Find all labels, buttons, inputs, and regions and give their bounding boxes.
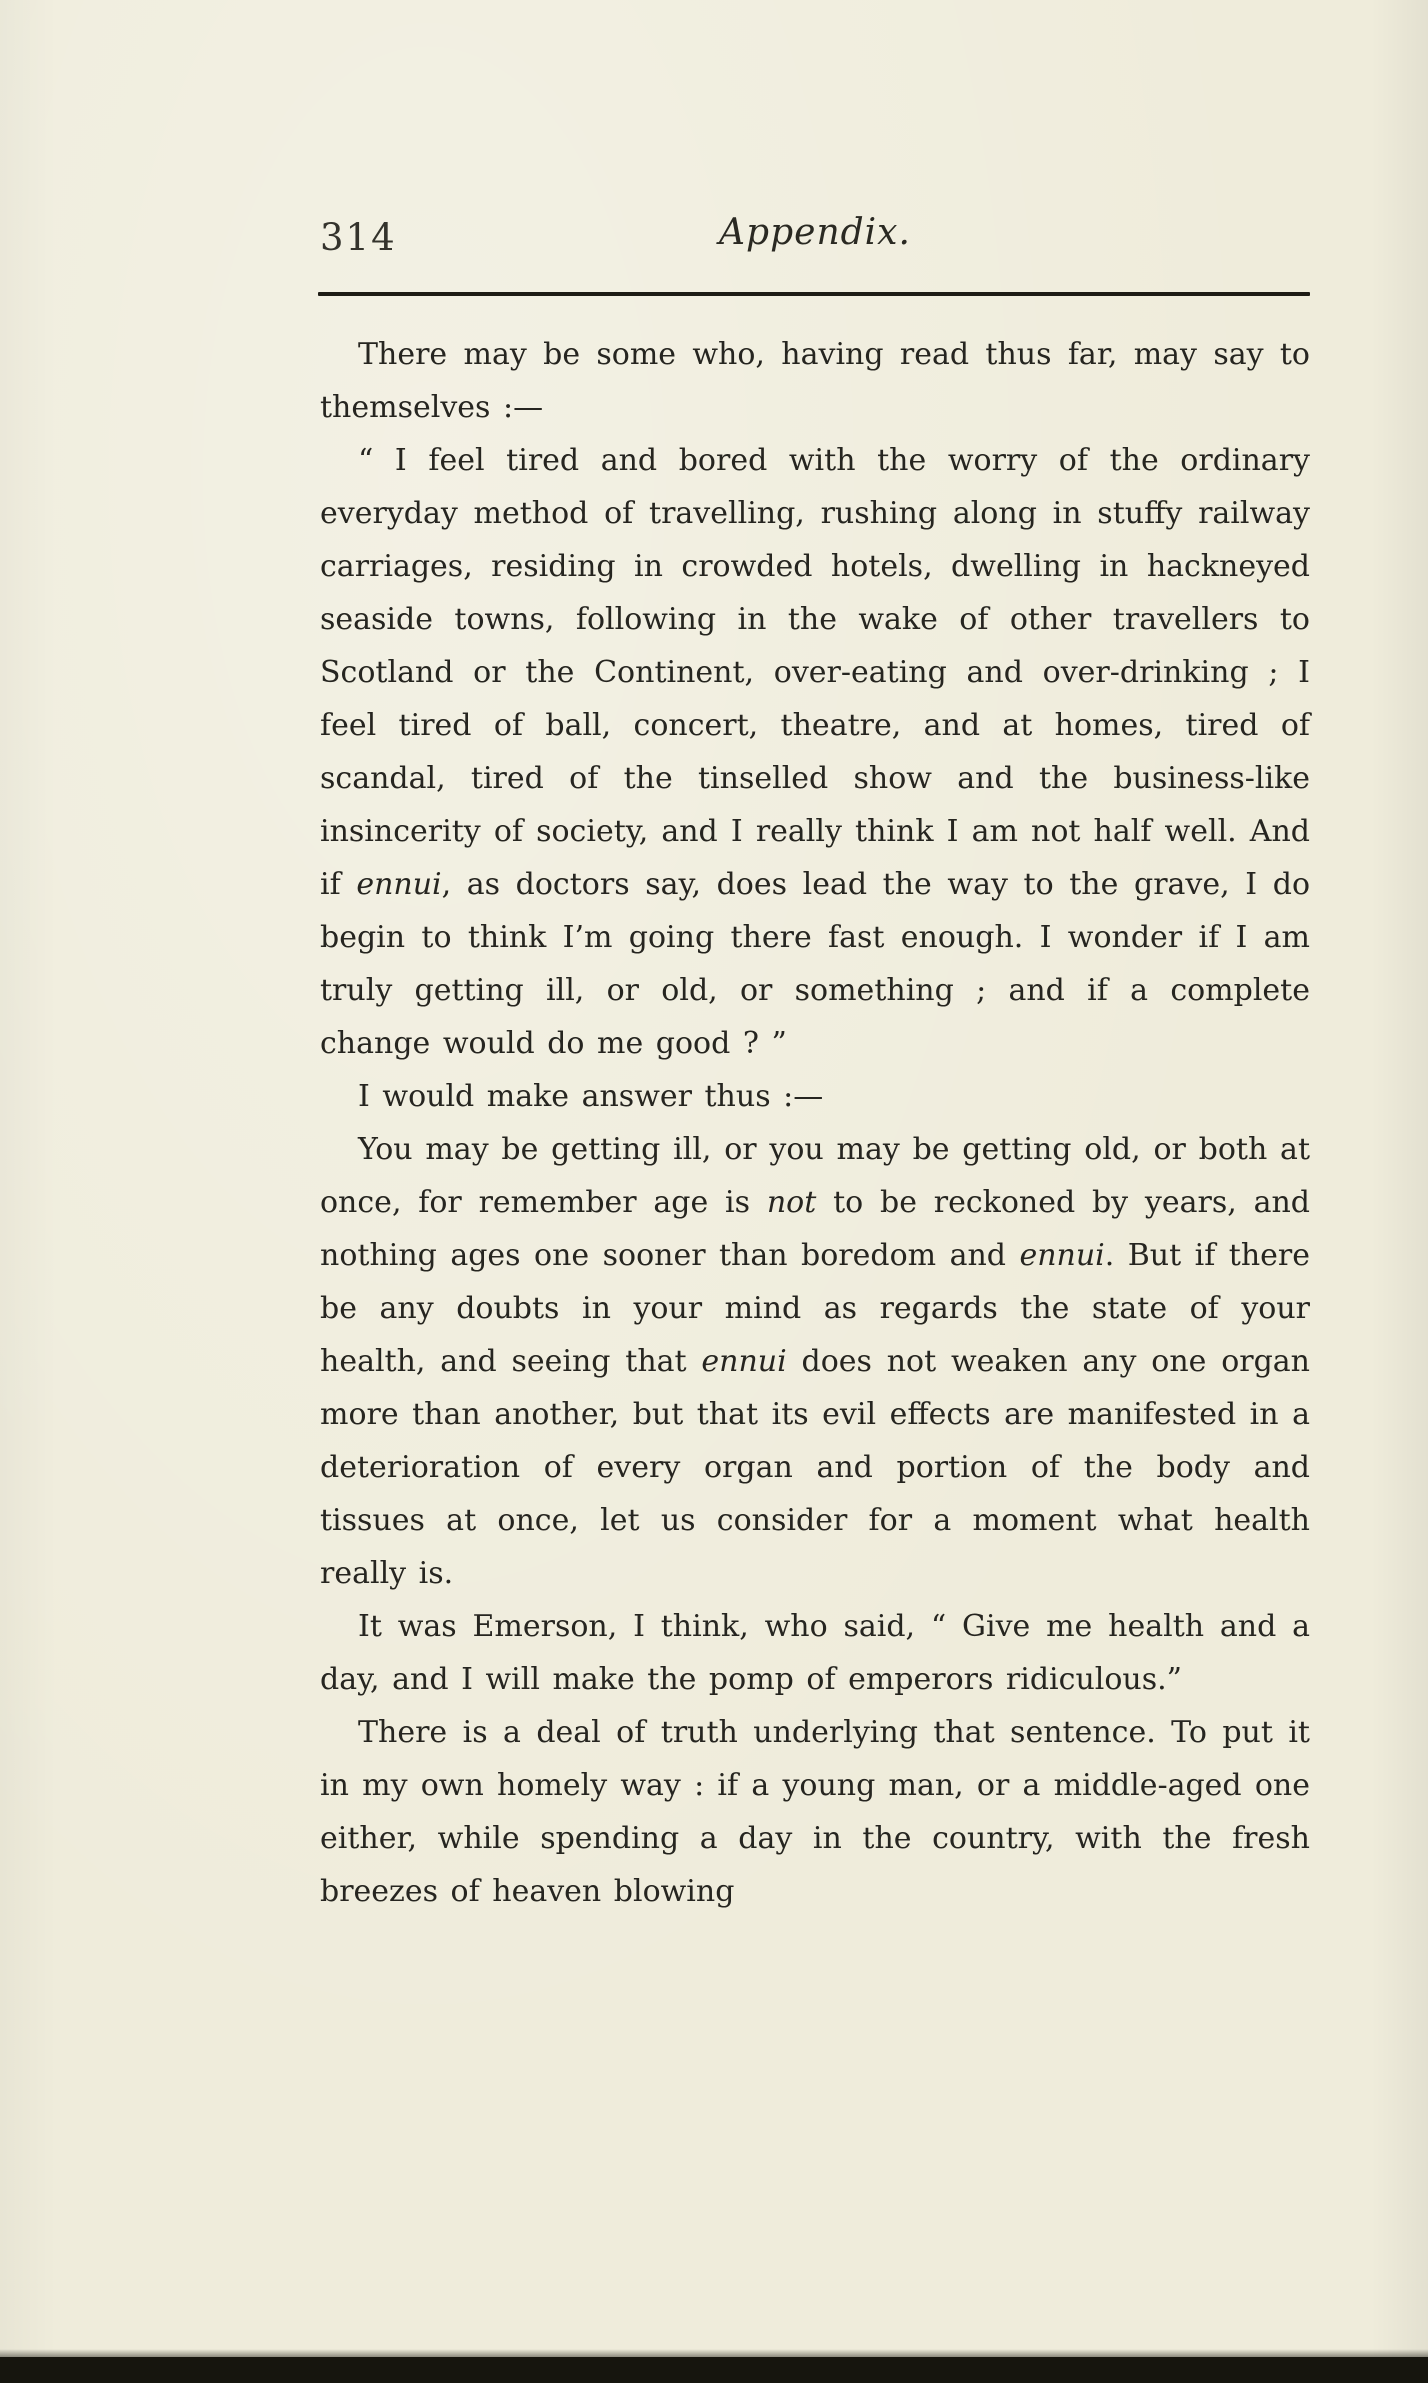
text-run: It was Emerson, I think, who said, “ Give me health and a day, and I will make the pomp of emperors ridiculous.” bbox=[320, 1609, 1310, 1697]
header-rule bbox=[318, 292, 1310, 296]
paragraph bbox=[320, 434, 1310, 1070]
text-run: . But if there be any doubts in your mind as regards the state of your health, and seeing that bbox=[320, 1238, 1310, 1379]
paragraph bbox=[320, 1706, 1310, 1918]
scan-bottom-edge bbox=[0, 2357, 1428, 2383]
text-run: , as doctors say, does lead the way to the grave, I do begin to think I’m going there fast enough. I wonder if I am truly getting ill, or old, or something ; and if a complete change would do me good ? ” bbox=[320, 867, 1311, 1061]
paragraph bbox=[320, 1123, 1310, 1600]
running-title: Appendix. bbox=[719, 212, 911, 253]
italic-text-run: ennui bbox=[701, 1344, 787, 1379]
text-run: There is a deal of truth underlying that sentence. To put it in my own homely way : if a young man, or a middle-aged one either, while spending a day in the country, with the fresh breezes of heaven blowing bbox=[320, 1715, 1310, 1909]
page-number: 314 bbox=[320, 216, 397, 259]
text-run: does not weaken any one organ more than another, but that its evil effects are manifested in a deterioration of every organ and portion of the body and tissues at once, let us consider for a moment what health really is. bbox=[320, 1344, 1311, 1591]
italic-text-run: not bbox=[766, 1185, 817, 1220]
italic-text-run: ennui bbox=[1019, 1238, 1105, 1273]
text-run: to be reckoned by years, and nothing ages one sooner than boredom and bbox=[320, 1185, 1310, 1273]
text-run: “ I feel tired and bored with the worry of the ordinary everyday method of travelling, rushing along in stuffy railway carriages, residing in crowded hotels, dwelling in hackneyed seaside towns, following in the wake of other travellers to Scotland or the Continent, over-eating and over-drinking ; I feel tired of ball, concert, theatre, and at homes, tired of scandal, tired of the tinselled show and the business-like insincerity of society, and I really think I am not half well. And if bbox=[320, 443, 1310, 902]
page-header bbox=[320, 212, 1310, 272]
text-run: I would make answer thus :— bbox=[358, 1079, 824, 1114]
italic-text-run: ennui bbox=[356, 867, 442, 902]
paragraph bbox=[320, 1070, 1310, 1123]
text-run: There may be some who, having read thus far, may say to themselves :— bbox=[320, 337, 1310, 425]
body-text bbox=[320, 328, 1310, 1918]
text-run: You may be getting ill, or you may be getting old, or both at once, for remember age is bbox=[320, 1132, 1310, 1220]
paragraph bbox=[320, 328, 1310, 434]
paragraph bbox=[320, 1600, 1310, 1706]
